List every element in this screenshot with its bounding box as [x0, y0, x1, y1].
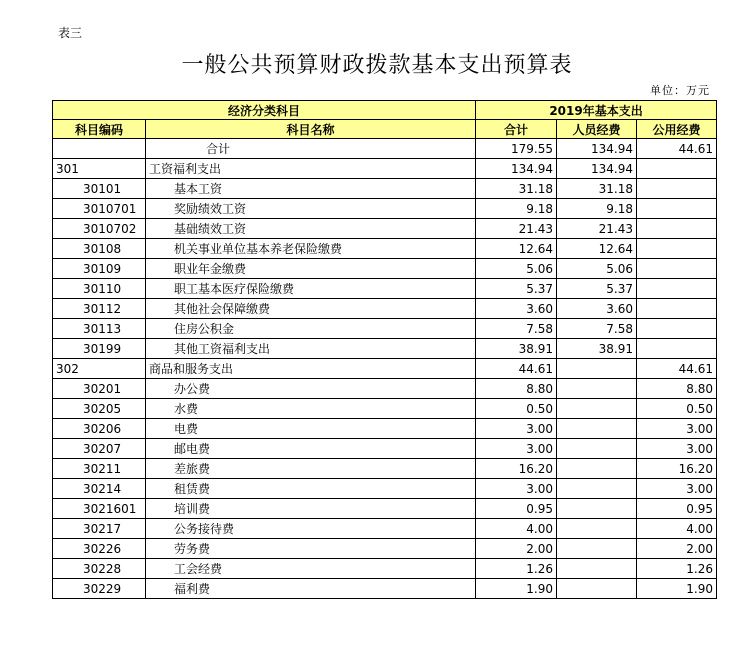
personnel-cost-cell [557, 399, 637, 419]
total-cell: 1.26 [476, 559, 557, 579]
table-row [53, 379, 717, 399]
subject-code-cell: 30101 [53, 179, 146, 199]
document-title: 一般公共预算财政拨款基本支出预算表 [181, 53, 573, 78]
total-cell: 9.18 [476, 199, 557, 219]
table-row [53, 479, 717, 499]
subject-code-cell: 30226 [53, 539, 146, 559]
subject-name-cell: 其他工资福利支出 [146, 339, 476, 359]
personnel-cost-cell [557, 419, 637, 439]
total-cell: 8.80 [476, 379, 557, 399]
public-cost-cell [637, 219, 717, 239]
subject-name-cell: 福利费 [146, 579, 476, 599]
subject-code-cell: 30199 [53, 339, 146, 359]
table-row [53, 219, 717, 239]
subject-code-cell: 30228 [53, 559, 146, 579]
subject-name-cell: 工资福利支出 [146, 159, 476, 179]
subject-name-cell: 差旅费 [146, 459, 476, 479]
public-cost-cell [637, 299, 717, 319]
total-cell: 12.64 [476, 239, 557, 259]
subject-code-cell: 30110 [53, 279, 146, 299]
subject-name-cell: 合计 [146, 139, 476, 159]
table-row [53, 579, 717, 599]
unit-label: 单位：万元 [650, 84, 710, 97]
personnel-cost-cell [557, 359, 637, 379]
header-group-row [53, 101, 717, 120]
subject-code-cell: 30201 [53, 379, 146, 399]
personnel-cost-cell: 5.06 [557, 259, 637, 279]
table-body [53, 139, 717, 599]
subject-code-cell: 30109 [53, 259, 146, 279]
subject-code-cell: 30217 [53, 519, 146, 539]
personnel-cost-cell [557, 519, 637, 539]
table-row [53, 199, 717, 219]
subject-code-cell: 302 [53, 359, 146, 379]
total-cell: 3.00 [476, 439, 557, 459]
personnel-cost-cell [557, 559, 637, 579]
table-row [53, 499, 717, 519]
public-cost-cell: 1.26 [637, 559, 717, 579]
table-row [53, 239, 717, 259]
personnel-cost-cell [557, 379, 637, 399]
public-cost-cell: 8.80 [637, 379, 717, 399]
total-cell: 16.20 [476, 459, 557, 479]
subject-name-cell: 住房公积金 [146, 319, 476, 339]
public-cost-cell [637, 239, 717, 259]
subject-code-cell: 30205 [53, 399, 146, 419]
total-cell: 2.00 [476, 539, 557, 559]
table-row [53, 339, 717, 359]
total-cell: 0.50 [476, 399, 557, 419]
public-cost-cell: 3.00 [637, 419, 717, 439]
personnel-cost-cell [557, 459, 637, 479]
total-cell: 3.60 [476, 299, 557, 319]
public-cost-cell [637, 159, 717, 179]
public-cost-cell: 44.61 [637, 139, 717, 159]
subject-name-cell: 基本工资 [146, 179, 476, 199]
public-cost-cell: 16.20 [637, 459, 717, 479]
total-cell: 7.58 [476, 319, 557, 339]
subject-name-cell: 机关事业单位基本养老保险缴费 [146, 239, 476, 259]
header-econ-classification: 经济分类科目 [53, 101, 476, 120]
personnel-cost-cell: 134.94 [557, 159, 637, 179]
subject-name-cell: 办公费 [146, 379, 476, 399]
subject-code-cell: 30108 [53, 239, 146, 259]
public-cost-cell [637, 279, 717, 299]
public-cost-cell [637, 339, 717, 359]
subject-code-cell: 30207 [53, 439, 146, 459]
subject-code-cell: 3010702 [53, 219, 146, 239]
public-cost-cell: 3.00 [637, 479, 717, 499]
subject-code-cell: 30113 [53, 319, 146, 339]
total-cell: 134.94 [476, 159, 557, 179]
subject-name-cell: 其他社会保障缴费 [146, 299, 476, 319]
personnel-cost-cell: 12.64 [557, 239, 637, 259]
public-cost-cell: 0.50 [637, 399, 717, 419]
subject-code-cell: 30229 [53, 579, 146, 599]
header-column-row [53, 120, 717, 139]
subject-code-cell: 30206 [53, 419, 146, 439]
subject-code-cell: 30214 [53, 479, 146, 499]
total-cell: 4.00 [476, 519, 557, 539]
table-row [53, 279, 717, 299]
personnel-cost-cell: 38.91 [557, 339, 637, 359]
public-cost-cell: 3.00 [637, 439, 717, 459]
table-row [53, 519, 717, 539]
subject-name-cell: 公务接待费 [146, 519, 476, 539]
total-cell: 21.43 [476, 219, 557, 239]
public-cost-cell: 4.00 [637, 519, 717, 539]
personnel-cost-cell [557, 439, 637, 459]
subject-name-cell: 电费 [146, 419, 476, 439]
total-cell: 44.61 [476, 359, 557, 379]
personnel-cost-cell: 21.43 [557, 219, 637, 239]
personnel-cost-cell: 3.60 [557, 299, 637, 319]
total-cell: 5.06 [476, 259, 557, 279]
subject-name-cell: 邮电费 [146, 439, 476, 459]
public-cost-cell: 44.61 [637, 359, 717, 379]
header-personnel-cost: 人员经费 [557, 120, 637, 139]
public-cost-cell: 0.95 [637, 499, 717, 519]
table-row [53, 399, 717, 419]
table-row [53, 459, 717, 479]
subject-name-cell: 工会经费 [146, 559, 476, 579]
subject-name-cell: 商品和服务支出 [146, 359, 476, 379]
public-cost-cell [637, 319, 717, 339]
subject-code-cell: 3021601 [53, 499, 146, 519]
total-cell: 3.00 [476, 419, 557, 439]
subject-name-cell: 租赁费 [146, 479, 476, 499]
personnel-cost-cell: 7.58 [557, 319, 637, 339]
table-row [53, 559, 717, 579]
personnel-cost-cell [557, 539, 637, 559]
budget-table [52, 100, 717, 599]
subject-code-cell: 301 [53, 159, 146, 179]
subject-name-cell: 劳务费 [146, 539, 476, 559]
table-row [53, 159, 717, 179]
table-row [53, 299, 717, 319]
subject-name-cell: 奖励绩效工资 [146, 199, 476, 219]
table-row [53, 359, 717, 379]
total-cell: 0.95 [476, 499, 557, 519]
total-cell: 3.00 [476, 479, 557, 499]
public-cost-cell: 2.00 [637, 539, 717, 559]
public-cost-cell: 1.90 [637, 579, 717, 599]
subject-name-cell: 职业年金缴费 [146, 259, 476, 279]
header-public-cost: 公用经费 [637, 120, 717, 139]
total-cell: 1.90 [476, 579, 557, 599]
table-row [53, 319, 717, 339]
table-row [53, 539, 717, 559]
personnel-cost-cell: 9.18 [557, 199, 637, 219]
total-cell: 38.91 [476, 339, 557, 359]
public-cost-cell [637, 199, 717, 219]
table-row [53, 139, 717, 159]
header-subject-name: 科目名称 [146, 120, 476, 139]
header-basic-expenditure-year: 2019年基本支出 [476, 101, 717, 120]
subject-name-cell: 水费 [146, 399, 476, 419]
personnel-cost-cell [557, 499, 637, 519]
subject-name-cell: 职工基本医疗保险缴费 [146, 279, 476, 299]
personnel-cost-cell: 31.18 [557, 179, 637, 199]
table-row [53, 179, 717, 199]
personnel-cost-cell: 5.37 [557, 279, 637, 299]
header-subject-code: 科目编码 [53, 120, 146, 139]
subject-code-cell: 30211 [53, 459, 146, 479]
public-cost-cell [637, 259, 717, 279]
table-row [53, 439, 717, 459]
subject-name-cell: 培训费 [146, 499, 476, 519]
total-cell: 5.37 [476, 279, 557, 299]
personnel-cost-cell [557, 579, 637, 599]
header-total: 合计 [476, 120, 557, 139]
subject-code-cell: 3010701 [53, 199, 146, 219]
table-number-label: 表三 [58, 26, 83, 40]
subject-name-cell: 基础绩效工资 [146, 219, 476, 239]
table-row [53, 259, 717, 279]
personnel-cost-cell: 134.94 [557, 139, 637, 159]
table-row [53, 419, 717, 439]
total-cell: 31.18 [476, 179, 557, 199]
total-cell: 179.55 [476, 139, 557, 159]
public-cost-cell [637, 179, 717, 199]
subject-code-cell: 30112 [53, 299, 146, 319]
subject-code-cell [53, 139, 146, 159]
personnel-cost-cell [557, 479, 637, 499]
